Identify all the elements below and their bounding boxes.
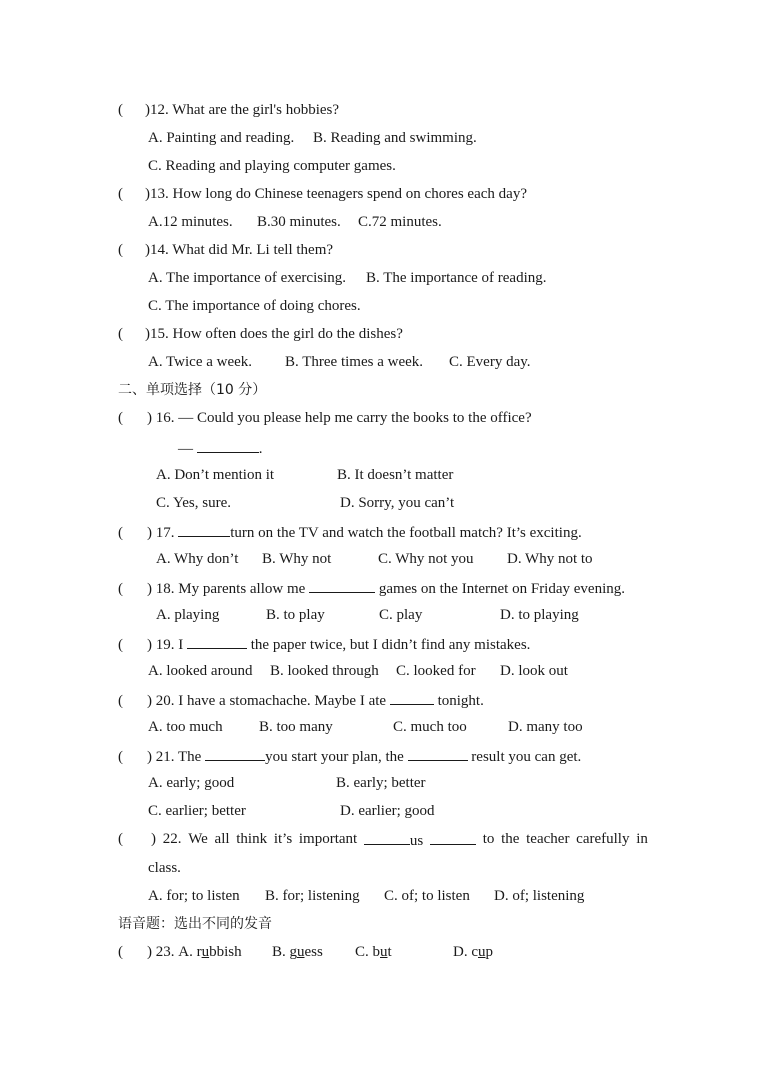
word: important bbox=[298, 831, 358, 847]
fill-blank[interactable] bbox=[390, 690, 434, 705]
answer-paren-close: ) bbox=[147, 749, 152, 765]
question-16 bbox=[118, 409, 532, 427]
question-18-option-c: C. play bbox=[379, 607, 423, 623]
question-22-option-a: A. for; to listen bbox=[148, 888, 240, 904]
answer-paren-open: ( bbox=[118, 102, 123, 118]
answer-paren-close: ) bbox=[147, 637, 152, 653]
question-stem: turn on the TV and watch the football match? It’s exciting. bbox=[230, 525, 582, 541]
question-16-option-a: A. Don’t mention it bbox=[156, 467, 275, 483]
question-21-option-a: A. early; good bbox=[148, 775, 235, 791]
fill-blank[interactable] bbox=[187, 634, 247, 649]
question-16-option-c: C. Yes, sure. bbox=[156, 495, 232, 511]
question-17-option-c: C. Why not you bbox=[378, 551, 474, 567]
fill-blank-2[interactable] bbox=[430, 830, 476, 845]
question-13-option-b: B.30 minutes. bbox=[257, 214, 341, 230]
question-21-option-c: C. earlier; better bbox=[148, 803, 246, 819]
question-12 bbox=[118, 101, 339, 119]
question-20-option-a: A. too much bbox=[148, 719, 223, 735]
question-17-option-d: D. Why not to bbox=[507, 551, 593, 567]
option-text: p bbox=[485, 944, 493, 960]
question-13 bbox=[118, 185, 527, 203]
question-22-option-d: D. of; listening bbox=[494, 888, 585, 904]
question-19-option-d: D. look out bbox=[500, 663, 568, 679]
question-stem-mid: you start your plan, the bbox=[265, 749, 404, 765]
question-22-option-b: B. for; listening bbox=[265, 888, 360, 904]
option-text: C. b bbox=[355, 944, 381, 960]
question-number: 22. bbox=[162, 831, 182, 847]
question-stem: 12. What are the girl's hobbies? bbox=[150, 102, 340, 118]
question-18-option-b: B. to play bbox=[266, 607, 325, 623]
question-stem: 13. How long do Chinese teenagers spend on chores each day? bbox=[150, 186, 527, 202]
question-19-option-c: C. looked for bbox=[396, 663, 476, 679]
word: it’s bbox=[273, 831, 293, 847]
question-15-option-c: C. Every day. bbox=[449, 354, 531, 370]
question-23 bbox=[118, 943, 242, 961]
fill-blank-2[interactable] bbox=[408, 746, 468, 761]
question-12-option-a: A. Painting and reading. bbox=[148, 130, 295, 146]
word: us bbox=[409, 833, 424, 849]
question-number: 23. bbox=[155, 944, 175, 960]
question-19-option-b: B. looked through bbox=[270, 663, 379, 679]
question-18-option-a: A. playing bbox=[156, 607, 220, 623]
answer-paren-close: ) bbox=[145, 186, 150, 202]
word: all bbox=[214, 831, 230, 847]
answer-paren-open: ( bbox=[118, 242, 123, 258]
question-23-option-d bbox=[453, 943, 493, 961]
answer-paren-close: ) bbox=[147, 410, 152, 426]
question-stem-end: the paper twice, but I didn’t find any mistakes. bbox=[250, 637, 531, 653]
question-number: 17. bbox=[155, 525, 175, 541]
answer-paren-open: ( bbox=[118, 581, 123, 597]
question-stem: 15. How often does the girl do the dishes? bbox=[150, 326, 403, 342]
reply-end: . bbox=[258, 441, 263, 457]
question-14-option-a: A. The importance of exercising. bbox=[148, 270, 346, 286]
question-stem-start: 18. My parents allow me bbox=[155, 581, 306, 597]
question-21 bbox=[118, 746, 581, 764]
question-stem-end: result you can get. bbox=[471, 749, 582, 765]
answer-paren-open: ( bbox=[118, 944, 123, 960]
question-12-option-b: B. Reading and swimming. bbox=[313, 130, 477, 146]
answer-paren-open: ( bbox=[118, 749, 123, 765]
question-14 bbox=[118, 241, 333, 259]
question-20-option-c: C. much too bbox=[393, 719, 467, 735]
answer-paren-close: ) bbox=[147, 944, 152, 960]
question-stem-start: 20. I have a stomachache. Maybe I ate bbox=[155, 693, 387, 709]
word: to bbox=[482, 831, 495, 847]
underlined-letter: u bbox=[201, 944, 210, 960]
question-18-option-d: D. to playing bbox=[500, 607, 579, 623]
question-23-option-b bbox=[272, 943, 323, 961]
question-19-option-a: A. looked around bbox=[148, 663, 253, 679]
answer-paren-open: ( bbox=[118, 693, 123, 709]
answer-paren-close: ) bbox=[151, 831, 156, 847]
option-text: t bbox=[387, 944, 392, 960]
question-21-option-b: B. early; better bbox=[336, 775, 426, 791]
question-23-option-c bbox=[355, 943, 392, 961]
option-text: bbish bbox=[209, 944, 242, 960]
fill-blank-1[interactable] bbox=[205, 746, 265, 761]
question-16-option-d: D. Sorry, you can’t bbox=[340, 495, 455, 511]
question-stem-start: 21. The bbox=[155, 749, 202, 765]
underlined-letter: u bbox=[380, 944, 388, 960]
reply-dash: — bbox=[178, 441, 193, 457]
answer-paren-open: ( bbox=[118, 186, 123, 202]
fill-blank[interactable] bbox=[309, 578, 375, 593]
option-text: A. r bbox=[178, 944, 202, 960]
question-15 bbox=[118, 325, 403, 343]
question-15-option-b: B. Three times a week. bbox=[285, 354, 424, 370]
question-stem: 16. — Could you please help me carry the books to the office? bbox=[155, 410, 532, 426]
word: think bbox=[236, 831, 268, 847]
question-22-continued: class. bbox=[148, 860, 181, 876]
word: carefully bbox=[576, 831, 630, 847]
answer-paren-open: ( bbox=[118, 326, 123, 342]
answer-paren-close: ) bbox=[147, 581, 152, 597]
answer-paren-close: ) bbox=[145, 326, 150, 342]
question-stem: 14. What did Mr. Li tell them? bbox=[150, 242, 334, 258]
question-21-option-d: D. earlier; good bbox=[340, 803, 435, 819]
option-text: ess bbox=[304, 944, 323, 960]
underlined-letter: u bbox=[478, 944, 486, 960]
question-20-option-b: B. too many bbox=[259, 719, 333, 735]
question-22 bbox=[118, 830, 648, 848]
question-20 bbox=[118, 690, 484, 708]
question-13-option-c: C.72 minutes. bbox=[358, 214, 442, 230]
blank-us-group bbox=[364, 830, 423, 848]
question-14-option-c: C. The importance of doing chores. bbox=[148, 298, 361, 314]
answer-paren-close: ) bbox=[145, 102, 150, 118]
word: the bbox=[501, 831, 520, 847]
question-17-option-a: A. Why don’t bbox=[156, 551, 239, 567]
section-heading-multiple-choice: 二、单项选择（10 分） bbox=[118, 382, 267, 398]
section-heading-pronunciation: 语音题：选出不同的发音 bbox=[118, 916, 272, 932]
question-16-option-b: B. It doesn’t matter bbox=[337, 467, 454, 483]
fill-blank[interactable] bbox=[178, 522, 230, 537]
option-text: B. g bbox=[272, 944, 298, 960]
option-a bbox=[178, 944, 241, 960]
underlined-letter: u bbox=[297, 944, 305, 960]
answer-paren-close: ) bbox=[147, 525, 152, 541]
question-stem-end: tonight. bbox=[437, 693, 484, 709]
word: We bbox=[188, 831, 208, 847]
question-stem-end: games on the Internet on Friday evening. bbox=[378, 581, 625, 597]
answer-paren-open: ( bbox=[118, 525, 123, 541]
option-text: D. c bbox=[453, 944, 478, 960]
answer-paren-close: ) bbox=[147, 693, 152, 709]
question-12-option-c: C. Reading and playing computer games. bbox=[148, 158, 396, 174]
question-17-option-b: B. Why not bbox=[262, 551, 332, 567]
answer-paren-open: ( bbox=[118, 410, 123, 426]
word: teacher bbox=[526, 831, 570, 847]
question-13-option-a: A.12 minutes. bbox=[148, 214, 233, 230]
answer-paren-open: ( bbox=[118, 637, 123, 653]
question-22-option-c: C. of; to listen bbox=[384, 888, 470, 904]
question-stem-start: 19. I bbox=[155, 637, 184, 653]
answer-paren-open: ( bbox=[118, 831, 123, 847]
question-14-option-b: B. The importance of reading. bbox=[366, 270, 547, 286]
answer-paren-close: ) bbox=[145, 242, 150, 258]
question-15-option-a: A. Twice a week. bbox=[148, 354, 253, 370]
fill-blank[interactable] bbox=[197, 438, 259, 453]
fill-blank-1[interactable] bbox=[364, 830, 410, 845]
answer-paren bbox=[118, 830, 156, 848]
question-18 bbox=[118, 578, 625, 596]
question-17 bbox=[118, 522, 582, 540]
word: in bbox=[636, 831, 648, 847]
question-19 bbox=[118, 634, 530, 652]
question-20-option-d: D. many too bbox=[508, 719, 583, 735]
question-16-reply bbox=[178, 438, 263, 456]
